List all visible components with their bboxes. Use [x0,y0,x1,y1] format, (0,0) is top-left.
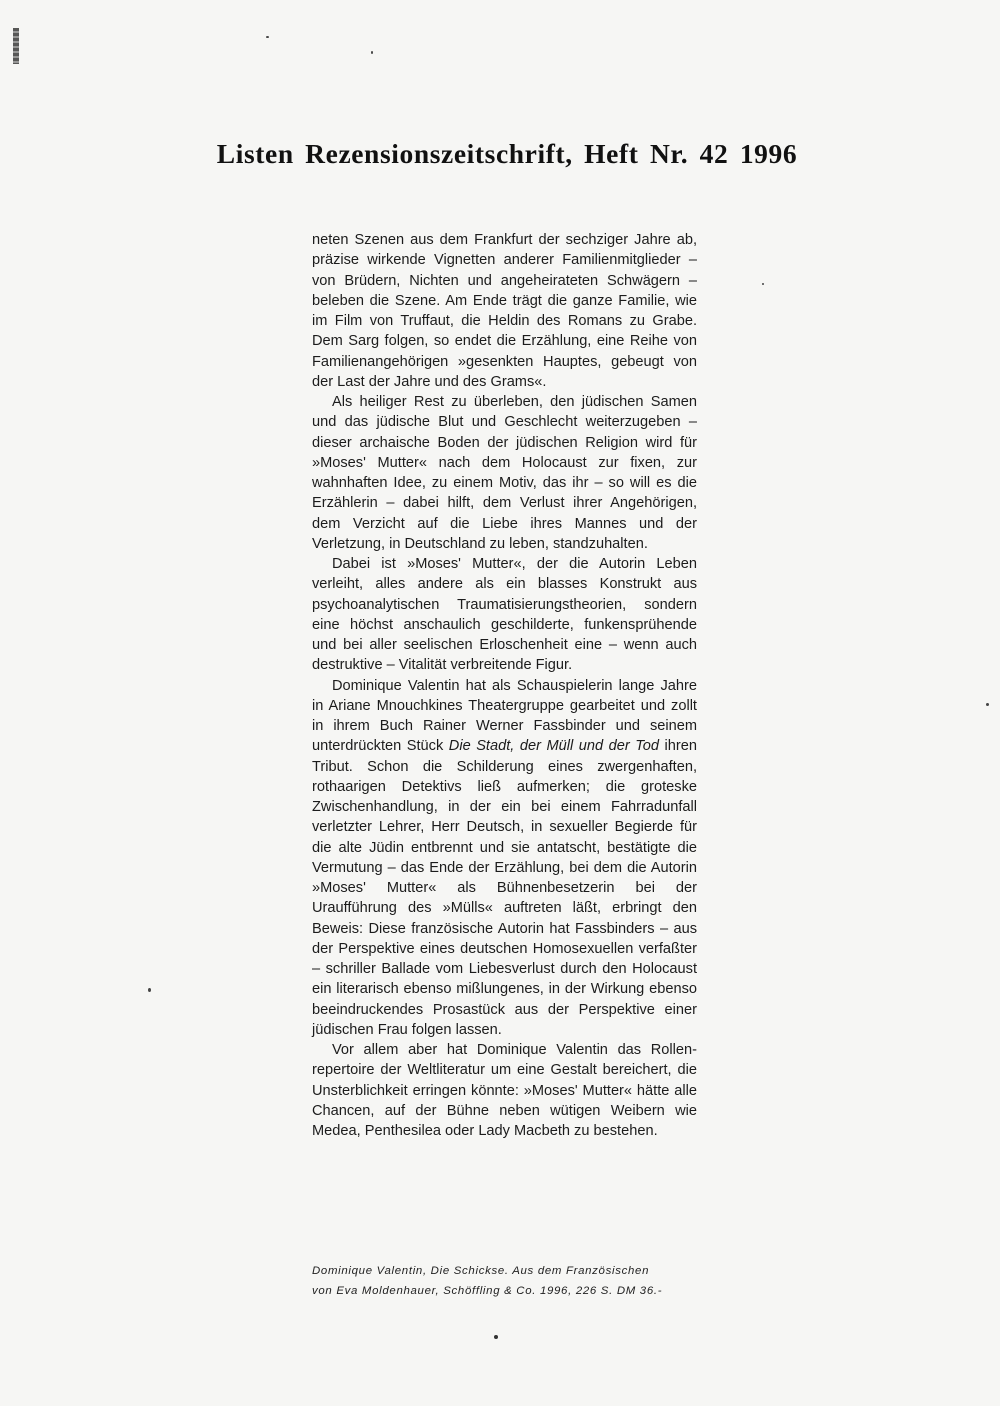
article-paragraph: Vor allem aber hat Dominique Valentin das Rollenrepertoire der Weltliteratur um eine Gestalt bereichert, die Unsterblichkeit erringen könnte: »Moses' Mutter« hätte alle Chancen, auf der Bühne neben wütigen Weibern wie Medea, Penthesilea oder Lady Macbeth zu bestehen. [312,1042,697,1139]
page-mark [494,1335,498,1339]
scan-speck [148,988,151,992]
citation-line: von Eva Moldenhauer, Schöffling & Co. 1996, 226 S. DM 36.- [312,1285,663,1297]
play-title: Die Stadt, der Müll und der Tod [448,738,660,755]
article-paragraph: Dabei ist »Moses' Mutter«, der die Autorin Leben verleiht, alles andere als ein blasses Konstrukt aus psychoanalytischen Traumatisierungstheorien, sondern eine höchst anschaulich geschilderte, funkensprühende und bei aller seelischen Erloschenheit eine – wenn auch destruktive – Vitalität verbreitende Figur. [312,556,697,674]
article-paragraph [312,676,697,1041]
scan-edge-mark [13,28,19,64]
article-text: ihren Tribut. Schon die Schilderung eines zwergenhaften, rothaarigen Detektivs ließ aufmerken; die groteske Zwischenhandlung, in der ein bei einem Fahrradunfall verletzter Lehrer, Herr Deutsch, in sexueller Begierde für die alte Jüdin entbrennt und sie antatscht, bestätigte die Vermutung – das Ende der Erzählung, bei dem die Autorin »Moses' Mutter« als Bühnenbesetzerin bei der Uraufführung des »Mülls« auftreten läßt, erbringt den Beweis: Diese französische Autorin hat Fassbinders – aus der Perspektive eines deutschen Homosexuellen verfaßter – schriller Ballade vom Liebesverlust durch den Holocaust ein literarisch ebenso mißlungenes, in der Wirkung ebenso beeindruckendes Prosastück aus der Perspektive einer jüdischen Frau folgen lassen. [312,738,697,1038]
scan-speck [371,51,373,54]
article-paragraph: neten Szenen aus dem Frankfurt der sechziger Jahre ab, präzise wirkende Vignetten anderer Familienmitglieder – von Brüdern, Nichten und angeheirateten Schwägern – beleben die Szene. Am Ende trägt die ganze Familie, wie im Film von Truffaut, die Heldin des Romans zu Grabe. Dem Sarg folgen, so endet die Erzählung, eine Reihe von Familienangehörigen »gesenkten Hauptes, gebeugt von der Last der Jahre und des Grams«. [312,232,697,390]
page-header [0,138,1000,170]
journal-title: Listen Rezensionszeitschrift, Heft Nr. 42 1996 [216,138,798,169]
scan-speck [986,703,989,706]
scan-speck [266,36,269,38]
article-paragraph: Als heiliger Rest zu überleben, den jüdischen Samen und das jüdische Blut und Geschlecht weiterzugeben – dieser archaische Boden der jüdischen Religion wird für »Moses' Mutter« nach dem Holocaust zur fixen, zur wahnhaften Idee, zu einem Motiv, das ihr – so will es die Erzählerin – dabei hilft, dem Verlust ihrer Angehörigen, dem Verzicht auf die Liebe ihres Mannes und der Verletzung, in Deutschland zu leben, standzuhalten. [312,394,697,552]
article-body [312,230,697,1141]
book-citation [312,1261,712,1301]
article-text: Dominique Valentin hat als Schauspielerin lange Jahre in Ariane Mnouchkines Theatergruppe gearbeitet und zollt in ihrem Buch Rainer Werner Fassbinder und seinem unterdrückten Stück [312,677,697,755]
scan-speck [762,283,764,285]
citation-line: Dominique Valentin, Die Schickse. Aus dem Französischen [312,1265,650,1277]
